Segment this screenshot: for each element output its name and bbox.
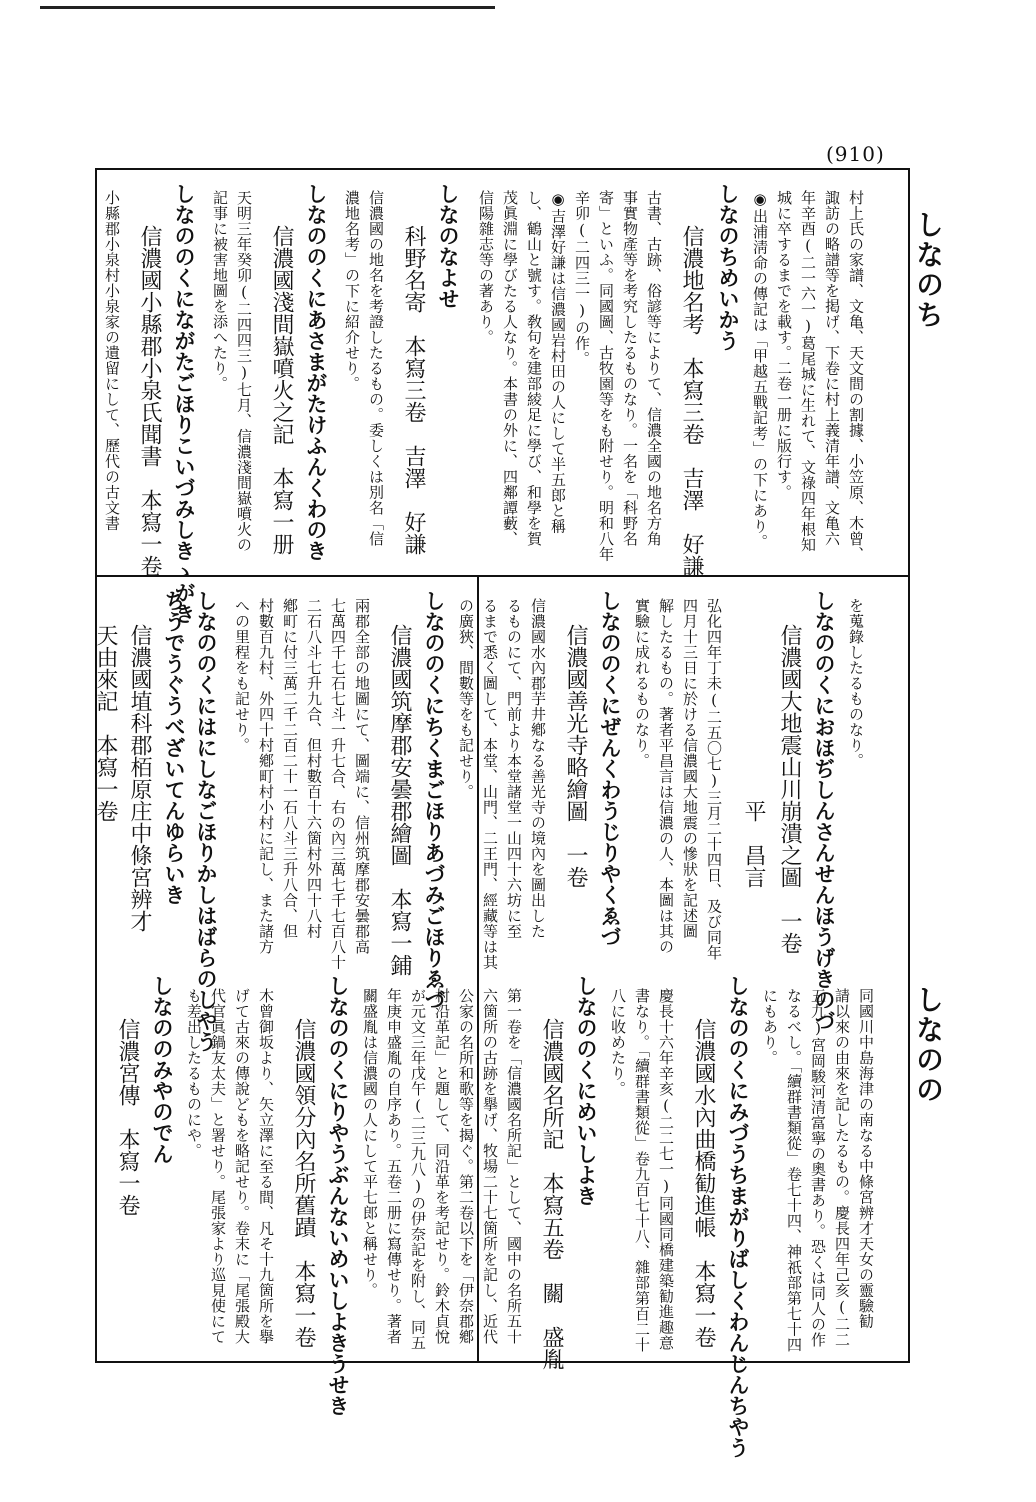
entry-text: るまで悉く圖して、本堂、山門、二王門、經藏等は其 <box>481 598 499 970</box>
entry-title: 信濃國埴科郡栢原庄中條宮辨才 <box>127 624 152 932</box>
entry-title: 信濃國淺間嶽噴火之記 本寫一册 <box>269 225 294 555</box>
entry-text: 同國川中島海津の南なる中條宮辨才天女の靈驗勧 <box>857 988 875 1329</box>
entry-text: 天明三年癸卯(二四四三)七月、信濃淺間嶽噴火の <box>235 190 253 553</box>
entry-reading: しなののみやのでん <box>150 975 175 1164</box>
horizontal-divider <box>95 575 910 577</box>
entry-text: 年辛酉(二一六一)葛尾城に生れて、文祿四年根知 <box>799 190 817 553</box>
entry-text: るものにて、門前より本堂諸堂一山四十六坊に至 <box>505 598 523 939</box>
entry-text: 村上氏の家譜、文亀、天文間の割據、小笠原、木曾、 <box>847 190 865 562</box>
entry-reading: しなののくにりやうぶんないめいしよきうせき <box>326 975 351 1416</box>
entry-text: 代官眞鍋友太夫」と署せり。尾張家より巡見使にて <box>209 988 227 1345</box>
entry-title: 信濃宮傳 本寫一卷 <box>115 1018 140 1216</box>
entry-text: 信濃國水內郡芋井鄕なる善光寺の境內を圖出した <box>529 598 547 939</box>
entry-text: 五九)宮岡駿河清富寧の奧書あり。恐くは同人の作 <box>809 988 827 1348</box>
entry-reading: しなののくにおほぢしんさんせんほうげきのづ <box>812 590 837 1031</box>
entry-text: 第一卷を「信濃國名所記」として、國中の名所五十 <box>505 988 523 1345</box>
page-number: (910) <box>826 142 885 166</box>
entry-text: 信陽雜志等の著あり。 <box>477 190 495 345</box>
entry-text: し、鶴山と號す。敎句を建部綾足に學び、和學を賀 <box>525 190 543 547</box>
entry-title: 信濃國小縣郡小泉氏聞書 本寫一卷 <box>137 225 162 577</box>
entry-text: が元文三年戊午(二三九八)の伊奈記を附し、同五 <box>409 988 427 1351</box>
entry-title: 信濃國領分內名所舊蹟 本寫一卷 <box>291 1018 316 1348</box>
entry-reading: しなののくにちくまごほりあづみごほりゑづ <box>422 590 447 1010</box>
entry-text: 記事に被害地圖を添へたり。 <box>211 190 229 392</box>
entry-text: 茂眞淵に學びたる人なり。本書の外に、四鄰譚藪、 <box>501 190 519 547</box>
entry-text: 古書、古跡、俗諺等によりて、信濃全國の地名方角 <box>645 190 663 547</box>
entry-text: 信濃國の地名を考證したるもの。委しくは別名「信 <box>367 190 385 547</box>
entry-text: 二石八斗七升九合、但村數百十六箇村外四十八村 <box>305 598 323 939</box>
entry-text: 濃地名考」の下に紹介せり。 <box>343 190 361 392</box>
entry-title: 信濃國大地震山川崩潰之圖 一卷 <box>777 624 802 954</box>
entry-text: も差出したるものにや。 <box>185 988 203 1159</box>
entry-text: 四月十三日に於ける信濃國大地震の慘狀を記述圖 <box>681 598 699 939</box>
entry-text: 年庚申盛胤の自序あり。五卷二册に寫傳せり。著者 <box>385 988 403 1345</box>
entry-text: 請以來の由來を記したるもの。慶長四年己亥(二二 <box>833 988 851 1348</box>
entry-text: 書なり。「續群書類從」卷九百七十八、雜部第百二十 <box>633 988 651 1353</box>
entry-text: 七萬四千七石七斗一升七合、右の內三萬七千七百八十 <box>329 598 347 970</box>
entry-text: 木曾御坂より、矢立澤に至る間、凡そ十九箇所を擧 <box>257 988 275 1345</box>
entry-text: 實驗に成れるものなり。 <box>633 598 651 769</box>
entry-title: 信濃國水內曲橋勧進帳 本寫一卷 <box>691 1018 716 1348</box>
entry-title: 平 昌言 <box>741 800 766 888</box>
entry-reading: しなののくにはにしなごほりかしはばらのしやう <box>194 590 219 1052</box>
entry-text: への里程をも記せり。 <box>233 598 251 753</box>
entry-reading: しなのなよせ <box>436 183 461 309</box>
entry-text: 城に卒するまでを載す。二卷一册に版行す。 <box>775 190 793 500</box>
entry-text: 兩郡全部の地圖にて、圖端に、信州筑摩郡安曇郡高 <box>353 598 371 955</box>
entry-reading: しなののくにあさまがたけふんくわのき <box>304 183 329 561</box>
entry-text: 村沿革記」と題して、同沿革を考記せり。鈴木貞悅 <box>433 988 451 1345</box>
entry-text: 六箇所の古跡を擧げ、牧場二十七箇所を記し、近代 <box>481 988 499 1345</box>
entry-text: なるべし。「續群書類從」卷七十四、神祇部第七十四 <box>785 988 803 1353</box>
entry-text: を蒐錄したるものなり。 <box>847 598 865 769</box>
entry-text: ◉吉澤好謙は信濃國岩村田の人にして半五郎と稱 <box>549 190 567 534</box>
entry-text: の廣狹、間數等をも記せり。 <box>457 598 475 800</box>
entry-text: げて古來の傳說どもを略記せり。卷末に「尾張殿大 <box>233 988 251 1345</box>
entry-reading: しなののくにぜんくわうじりやくゑづ <box>598 590 623 947</box>
guide-word-top: しなのち <box>912 210 945 330</box>
entry-text: 村數百九村、外四十村鄕町村小村に記し、また諸方 <box>257 598 275 955</box>
entry-title: 信濃國善光寺略繪圖 一卷 <box>563 624 588 888</box>
entry-text: 弘化四年丁未(二五〇七)三月二十四日、及び同年 <box>705 598 723 961</box>
guide-word-bottom: しなのの <box>912 985 945 1105</box>
entry-reading: ちうでうぐうべざいてんゆらいき <box>162 590 187 905</box>
vertical-divider <box>477 577 479 1363</box>
entry-reading: しなののくにみづうちまがりばしくわんじんちやう <box>726 975 751 1458</box>
entry-text: ◉出浦淸命の傳記は「甲越五戰記考」の下にあり。 <box>751 190 769 550</box>
entry-reading: しなのちめいかう <box>716 183 741 351</box>
top-rule <box>40 6 495 9</box>
entry-title: 信濃地名考 本寫三卷 吉澤 好謙 <box>679 225 704 577</box>
entry-text: 八に收めたり。 <box>609 988 627 1097</box>
entry-text: にもあり。 <box>761 988 779 1066</box>
entry-text: 解したるもの。著者平昌言は信濃の人、本圖は其の <box>657 598 675 955</box>
entry-text: 公家の名所和歌等を揭ぐ。第二卷以下を「伊奈郡鄕 <box>457 988 475 1345</box>
entry-title: 天由來記 本寫一卷 <box>93 624 118 822</box>
entry-text: 事實物產等を考究したるものなり。一名を「科野名 <box>621 190 639 547</box>
entry-reading: しなののくにながたごほりこいづみしきゝがき <box>172 183 197 624</box>
entry-text: 寄」といふ。同國圖、古牧園等をも附せり。明和八年 <box>597 190 615 562</box>
entry-text: 鄕町に付三萬二千二百二十一石八斗三升八合、但 <box>281 598 299 939</box>
entry-text: 諏訪の略譜等を掲げ、下卷に村上義清年譜、文亀六 <box>823 190 841 547</box>
entry-text: 小縣郡小泉村小泉家の遺留にして、歷代の古文書 <box>103 190 121 531</box>
entry-title: 信濃國名所記 本寫五卷 關 盛胤 <box>539 1018 564 1370</box>
entry-reading: しなののくにめいしよき <box>574 975 599 1206</box>
entry-text: 辛卯(二四三一)の作。 <box>573 190 591 367</box>
entry-title: 信濃國筑摩郡安曇郡繪圖 本寫一鋪 <box>387 624 412 976</box>
entry-text: 慶長十六年辛亥(二二七一)同國同橋建築勧進趣意 <box>657 988 675 1351</box>
entry-text: 關盛胤は信濃國の人にして平七郎と稱せり。 <box>361 988 379 1298</box>
entry-title: 科野名寄 本寫三卷 吉澤 好謙 <box>401 225 426 555</box>
